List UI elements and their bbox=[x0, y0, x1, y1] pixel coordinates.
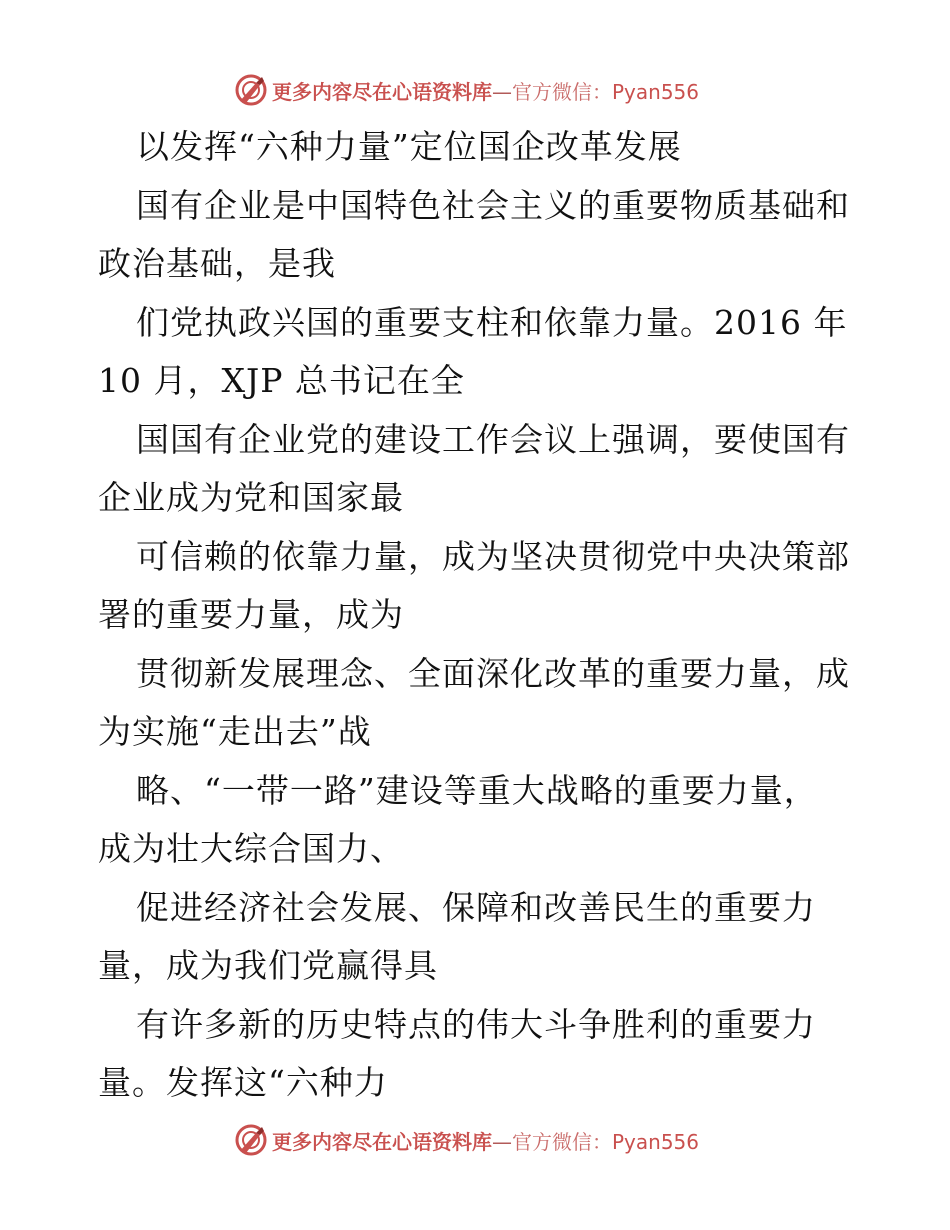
watermark-wechat-id: Pyan556 bbox=[612, 79, 700, 104]
text-line: 略、“一带一路”建设等重大战略的重要力量， bbox=[136, 770, 818, 810]
watermark-separator: — bbox=[492, 79, 512, 104]
header-watermark bbox=[234, 72, 699, 108]
text-line: 国国有企业党的建设工作会议上强调，要使国有 bbox=[136, 419, 850, 459]
text-line: 贯彻新发展理念、全面深化改革的重要力量，成 bbox=[136, 653, 850, 693]
watermark-wechat-label: 官方微信： bbox=[512, 1129, 612, 1154]
watermark-wechat-id: Pyan556 bbox=[612, 1129, 700, 1154]
logo-icon bbox=[234, 73, 268, 107]
text-line: 量。发挥这“六种力 bbox=[98, 1063, 388, 1102]
text-line: 量，成为我们党赢得具 bbox=[98, 946, 438, 985]
text-line: 国有企业是中国特色社会主义的重要物质基础和 bbox=[136, 185, 850, 225]
text-line: 有许多新的历史特点的伟大斗争胜利的重要力 bbox=[136, 1004, 816, 1044]
text-line: 10 月，XJP 总书记在全 bbox=[98, 361, 465, 400]
watermark-text bbox=[272, 1126, 699, 1155]
text-line: 以发挥“六种力量”定位国企改革发展 bbox=[136, 127, 682, 166]
text-line: 为实施“走出去”战 bbox=[98, 712, 372, 751]
text-line: 们党执政兴国的重要支柱和依靠力量。2016 年 bbox=[136, 302, 848, 342]
text-line: 署的重要力量，成为 bbox=[98, 595, 404, 634]
footer-watermark bbox=[234, 1122, 699, 1158]
text-line: 成为壮大综合国力、 bbox=[98, 829, 404, 868]
logo-icon bbox=[234, 1123, 268, 1157]
text-line: 促进经济社会发展、保障和改善民生的重要力 bbox=[136, 887, 816, 927]
text-line: 政治基础，是我 bbox=[98, 244, 336, 283]
watermark-wechat-label: 官方微信： bbox=[512, 79, 612, 104]
document-body bbox=[98, 118, 858, 1113]
watermark-text bbox=[272, 76, 699, 105]
watermark-separator: — bbox=[492, 1129, 512, 1154]
text-line: 可信赖的依靠力量，成为坚决贯彻党中央决策部 bbox=[136, 536, 850, 576]
text-line: 企业成为党和国家最 bbox=[98, 478, 404, 517]
watermark-site-name: 更多内容尽在心语资料库 bbox=[272, 1129, 492, 1154]
watermark-site-name: 更多内容尽在心语资料库 bbox=[272, 79, 492, 104]
